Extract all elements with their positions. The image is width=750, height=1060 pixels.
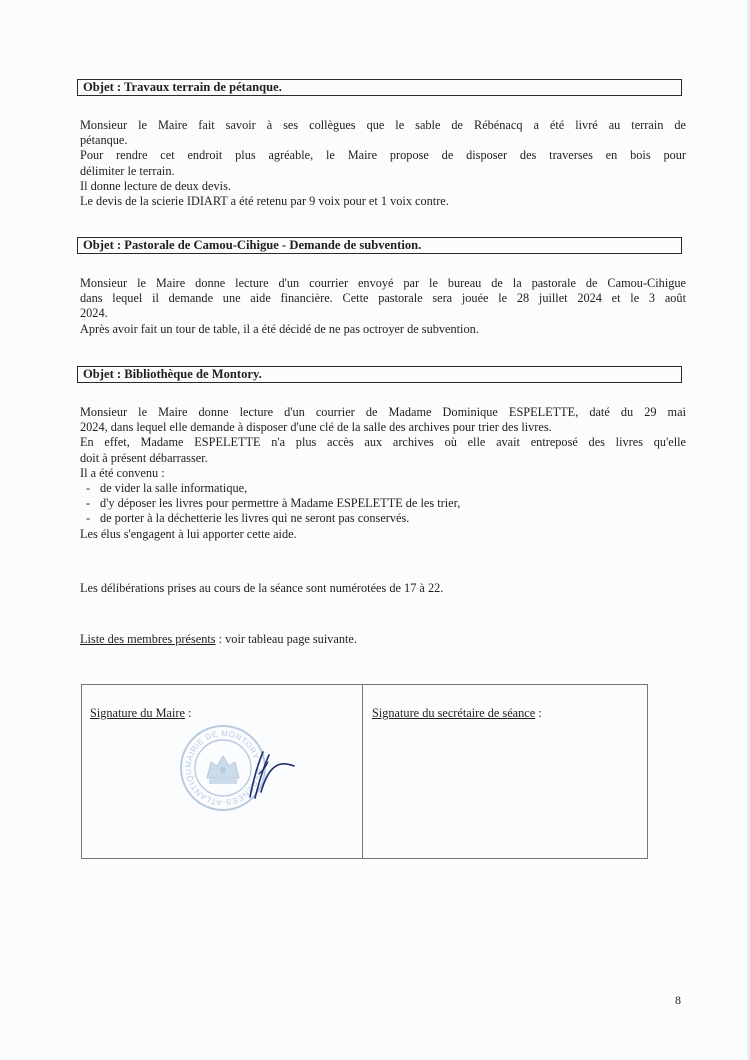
list-dash: -	[86, 496, 91, 511]
list-item	[80, 481, 686, 496]
signature-divider	[362, 685, 363, 858]
paragraph-line: Monsieur le Maire fait savoir à ses collègues que le sable de Rébénacq a été livré au terrain de	[80, 118, 686, 132]
list-item	[80, 496, 686, 511]
paragraph-line: En effet, Madame ESPELETTE n'a plus accès aux archives où elle avait entreposé des livres qu'elle	[80, 435, 686, 450]
mayor-signature-label-text: Signature du Maire	[90, 706, 185, 720]
mayor-signature-suffix: :	[184, 706, 192, 720]
section-body-petanque	[80, 118, 686, 209]
members-text: : voir tableau page suivante.	[215, 632, 357, 646]
paragraph-line: Après avoir fait un tour de table, il a été décidé de ne pas octroyer de subvention.	[80, 321, 479, 336]
paragraph-line: 2024.	[80, 306, 108, 321]
paragraph-line: dans lequel il demande une aide financière. Cette pastorale sera jouée le 28 juillet 2024 et le 3 août	[80, 291, 686, 306]
paragraph-line: Le devis de la scierie IDIART a été retenu par 9 voix pour et 1 voix contre.	[80, 194, 449, 209]
secretary-signature-label-text: Signature du secrétaire de séance	[372, 706, 536, 720]
list-dash: -	[86, 511, 91, 526]
paragraph-line: 2024, dans lequel elle demande à disposer d'une clé de la salle des archives pour trier des livres.	[80, 420, 552, 435]
section-body-bibliotheque	[80, 405, 686, 542]
paragraph-line: Monsieur le Maire donne lecture d'un courrier de Madame Dominique ESPELETTE, daté du 29 mai	[80, 405, 686, 419]
page-number: 8	[675, 993, 681, 1007]
members-label: Liste des membres présents	[80, 632, 216, 646]
section-title-petanque: Objet : Travaux terrain de pétanque.	[77, 79, 682, 96]
secretary-signature-label	[372, 706, 542, 721]
paragraph-line: Les délibérations prises au cours de la séance sont numérotées de 17 à 22.	[80, 581, 444, 595]
list-item	[80, 511, 686, 526]
section-title-pastorale: Objet : Pastorale de Camou-Cihigue - Demande de subvention.	[77, 237, 682, 254]
list-item-text: de porter à la déchetterie les livres qui ne seront pas conservés.	[100, 511, 410, 526]
mairie-stamp-with-signature	[177, 722, 295, 814]
list-item-text: de vider la salle informatique,	[100, 481, 248, 496]
paragraph-line: délimiter le terrain.	[80, 163, 175, 178]
paragraph-line: Monsieur le Maire donne lecture d'un courrier envoyé par le bureau de la pastorale de Camou-Cihigue	[80, 276, 686, 290]
signature-table	[81, 684, 648, 859]
mayor-signature-label	[90, 706, 191, 721]
paragraph-line: Il a été convenu :	[80, 465, 165, 480]
list-item-text: d'y déposer les livres pour permettre à Madame ESPELETTE de les trier,	[100, 496, 461, 511]
paragraph-line: Pour rendre cet endroit plus agréable, le Maire propose de disposer des traverses en bois pour	[80, 148, 686, 163]
members-line	[80, 632, 686, 647]
list-dash: -	[86, 481, 91, 496]
paragraph-line: Les élus s'engagent à lui apporter cette aide.	[80, 526, 297, 541]
paragraph-line: Il donne lecture de deux devis.	[80, 178, 231, 193]
section-body-pastorale	[80, 276, 686, 337]
secretary-signature-suffix: :	[535, 706, 542, 720]
paragraph-line: pétanque.	[80, 133, 128, 148]
stamp-text: MAIRIE DE MONTORY · PYRÉNÉES-ATLANTIQU	[183, 728, 263, 808]
section-title-bibliotheque: Objet : Bibliothèque de Montory.	[77, 366, 682, 383]
deliberations-note	[80, 581, 686, 596]
paragraph-line: doit à présent débarrasser.	[80, 450, 208, 465]
